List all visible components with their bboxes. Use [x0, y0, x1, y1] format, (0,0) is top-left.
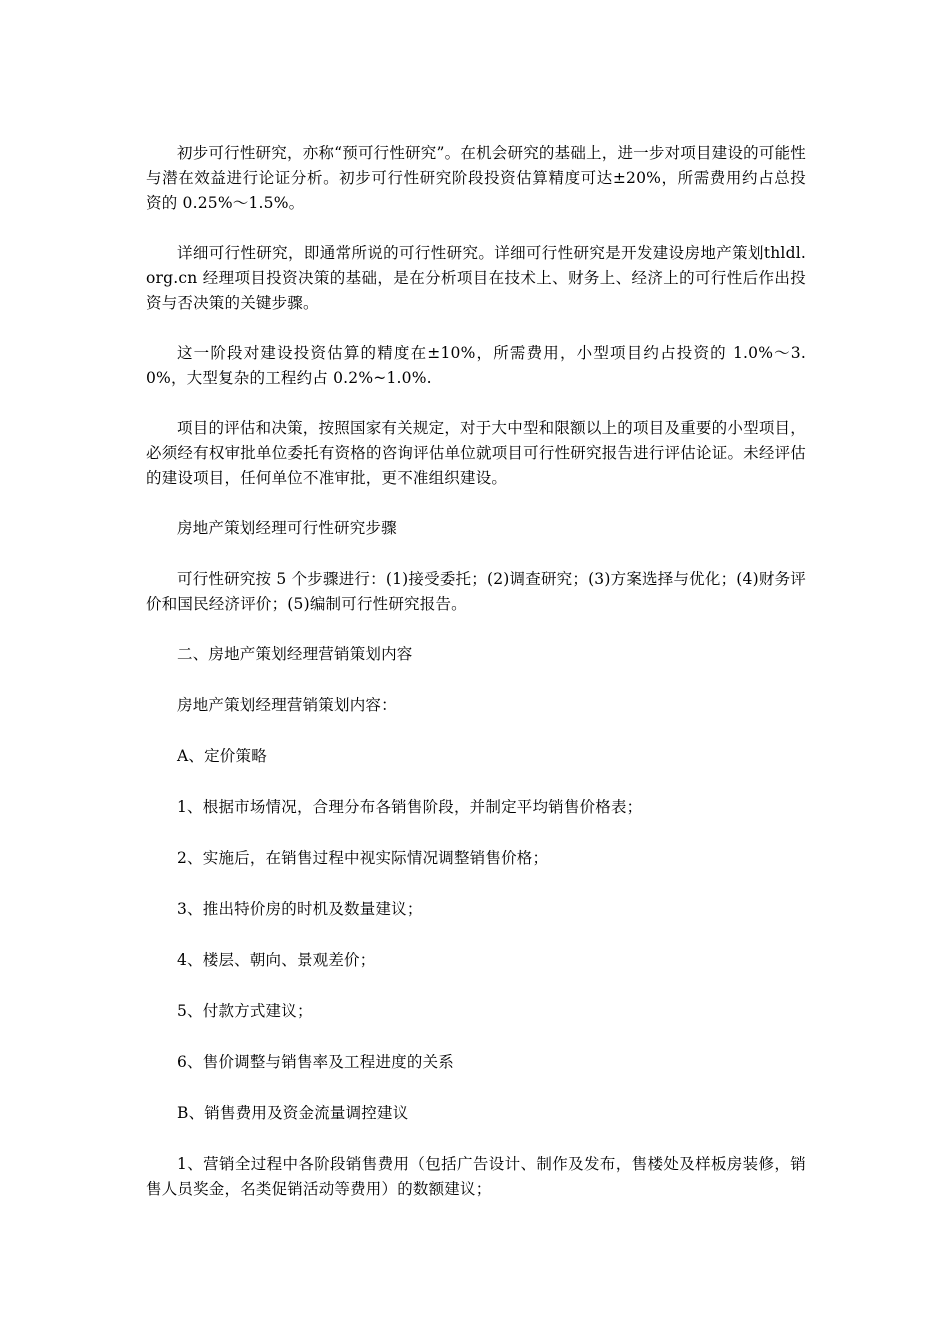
document-body	[146, 141, 806, 1202]
list-item-pricing-6: 6、售价调整与销售率及工程进度的关系	[177, 1053, 454, 1071]
paragraph-five-steps: 可行性研究按 5 个步骤进行：(1)接受委托；(2)调查研究；(3)方案选择与优化；(4)财务评价和国民经济评价；(5)编制可行性研究报告。	[146, 570, 806, 613]
list-item-pricing-4: 4、楼层、朝向、景观差价；	[177, 951, 376, 969]
subheading-sales-costs: B、销售费用及资金流量调控建议	[177, 1104, 409, 1122]
paragraph-evaluation-decision: 项目的评估和决策，按照国家有关规定，对于大中型和限额以上的项目及重要的小型项目，必须经有权审批单位委托有资格的咨询评估单位就项目可行性研究报告进行评估论证。未经评估的建设项目，任何单位不准审批，更不准组织建设。	[146, 419, 806, 487]
list-item-pricing-3: 3、推出特价房的时机及数量建议；	[177, 900, 423, 918]
list-item-pricing-2: 2、实施后，在销售过程中视实际情况调整销售价格；	[177, 849, 549, 867]
paragraph-estimate-precision: 这一阶段对建设投资估算的精度在±10%，所需费用，小型项目约占投资的 1.0%～3.0%，大型复杂的工程约占 0.2%~1.0%.	[146, 344, 806, 387]
paragraph-marketing-intro: 房地产策划经理营销策划内容：	[177, 696, 397, 714]
list-item-pricing-5: 5、付款方式建议；	[177, 1002, 313, 1020]
paragraph-detailed-feasibility: 详细可行性研究，即通常所说的可行性研究。详细可行性研究是开发建设房地产策划thldl.org.cn 经理项目投资决策的基础，是在分析项目在技术上、财务上、经济上的可行性后作出投资与否决策的关键步骤。	[146, 244, 806, 312]
list-item-pricing-1: 1、根据市场情况，合理分布各销售阶段，并制定平均销售价格表；	[177, 798, 643, 816]
list-item-sales-costs-1: 1、营销全过程中各阶段销售费用（包括广告设计、制作及发布，售楼处及样板房装修，销售人员奖金，名类促销活动等费用）的数额建议；	[146, 1155, 806, 1198]
paragraph-preliminary-feasibility: 初步可行性研究，亦称“预可行性研究”。在机会研究的基础上，进一步对项目建设的可能性与潜在效益进行论证分析。初步可行性研究阶段投资估算精度可达±20%，所需费用约占总投资的 0.25%～1.5%。	[146, 144, 806, 212]
section-heading-marketing: 二、房地产策划经理营销策划内容	[177, 645, 413, 663]
subheading-pricing-strategy: A、定价策略	[177, 747, 267, 765]
heading-feasibility-steps: 房地产策划经理可行性研究步骤	[177, 519, 397, 537]
